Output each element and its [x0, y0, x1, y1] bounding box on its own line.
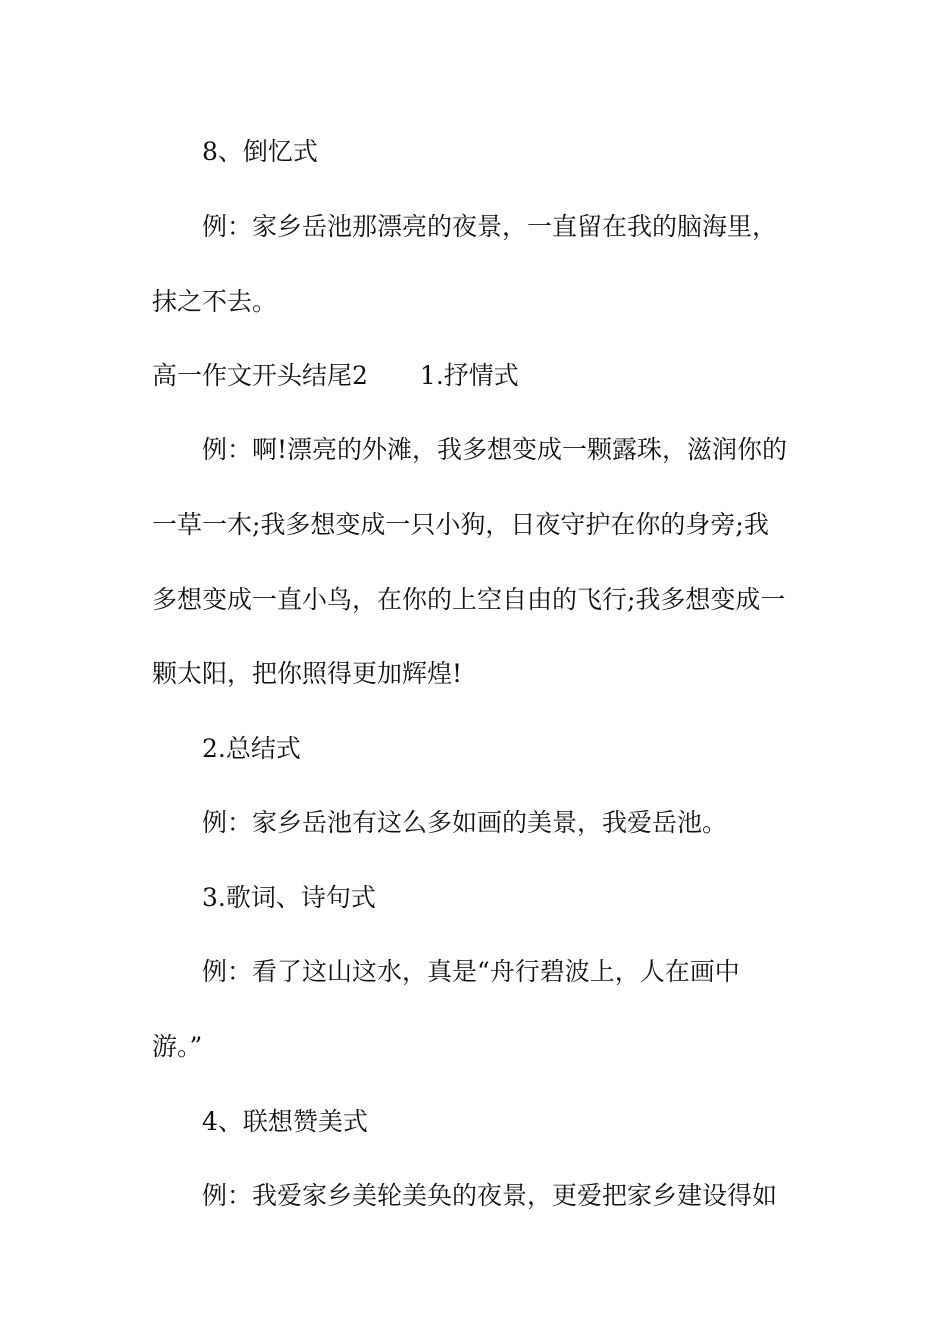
heading-1: 1.抒情式	[419, 361, 519, 390]
heading-8: 8、倒忆式	[202, 137, 318, 166]
section-title-line	[152, 359, 812, 393]
paragraph-line: 一草一木;我多想变成一只小狗，日夜守护在你的身旁;我	[152, 510, 769, 539]
paragraph-line: 例：啊!漂亮的外滩，我多想变成一颗露珠，滋润你的	[202, 435, 788, 464]
paragraph-line: 例：家乡岳池有这么多如画的美景，我爱岳池。	[202, 808, 728, 837]
paragraph-line: 颗太阳，把你照得更加辉煌!	[152, 659, 463, 688]
paragraph-line: 例：看了这山这水，真是“舟行碧波上，人在画中	[202, 957, 740, 986]
heading-2: 2.总结式	[202, 734, 301, 763]
paragraph-line: 游。”	[152, 1032, 203, 1061]
paragraph-line: 例：我爱家乡美轮美奂的夜景，更爱把家乡建设得如	[202, 1181, 778, 1210]
section-title: 高一作文开头结尾2	[152, 361, 368, 390]
heading-4: 4、联想赞美式	[202, 1107, 368, 1136]
heading-3: 3.歌词、诗句式	[202, 883, 376, 912]
paragraph-line: 多想变成一直小鸟，在你的上空自由的飞行;我多想变成一	[152, 585, 786, 614]
paragraph-line: 例：家乡岳池那漂亮的夜景，一直留在我的脑海里，	[202, 212, 778, 241]
paragraph-line: 抹之不去。	[152, 287, 278, 316]
